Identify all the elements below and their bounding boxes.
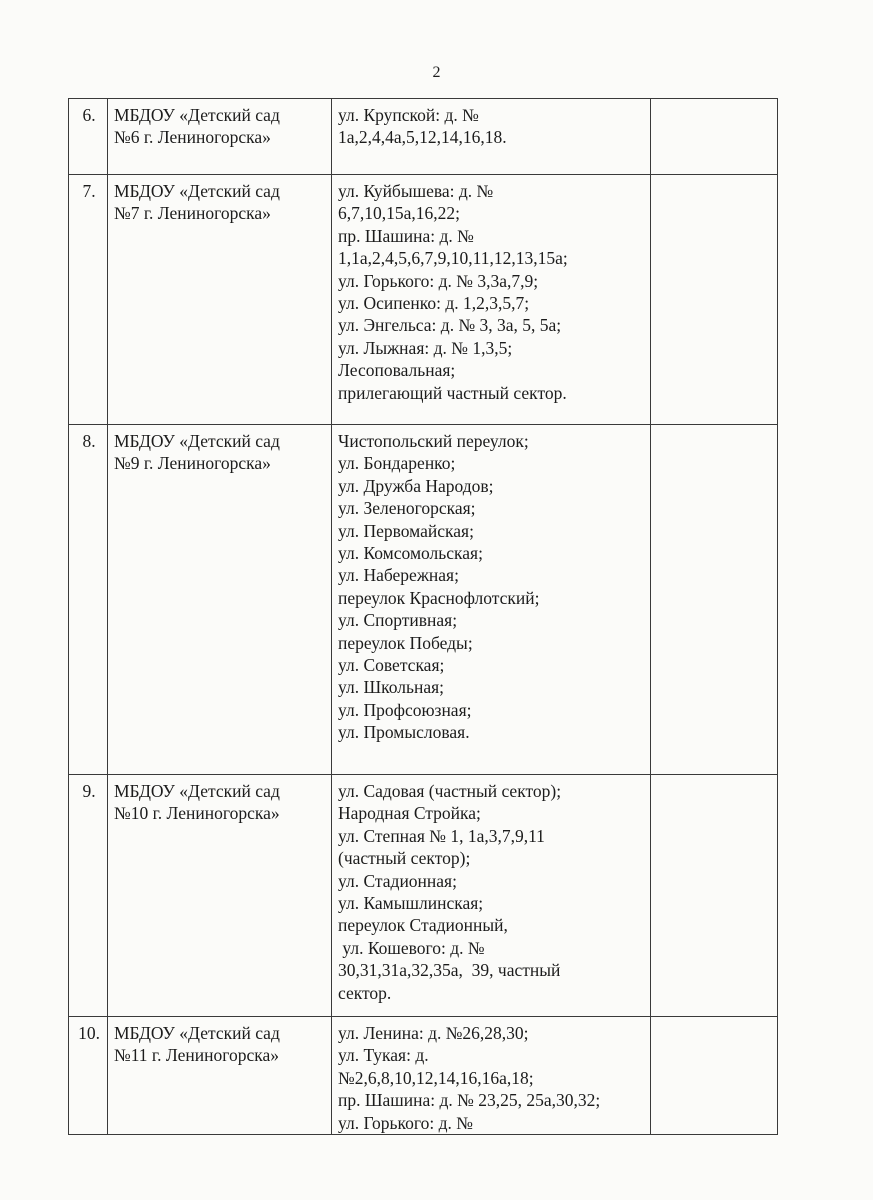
address-line: ул. Крупской: д. № — [338, 105, 479, 125]
address-line: 6,7,10,15а,16,22; — [338, 203, 461, 224]
table-row — [69, 99, 778, 175]
page-number: 2 — [432, 64, 441, 81]
address-line: ул. Советская; — [338, 655, 445, 676]
text-line: МБДОУ «Детский сад — [114, 781, 280, 801]
kindergarten-address-table — [68, 98, 778, 1135]
row-number: 9. — [69, 775, 108, 1017]
address-line: ул. Камышлинская; — [338, 893, 484, 914]
assigned-addresses — [332, 775, 651, 1017]
empty-cell — [651, 175, 778, 425]
address-line: ул. Энгельса: д. № 3, 3а, 5, 5а; — [338, 315, 562, 336]
address-line: Лесоповальная; — [338, 360, 456, 381]
address-line: ул. Садовая (частный сектор); — [338, 781, 562, 801]
address-line: Чистопольский переулок; — [338, 431, 529, 451]
address-line: ул. Зеленогорская; — [338, 498, 476, 519]
address-line: сектор. — [338, 982, 392, 1003]
address-line: ул. Куйбышева: д. № — [338, 181, 494, 201]
address-line: 1,1а,2,4,5,6,7,9,10,11,12,13,15а; — [338, 248, 568, 269]
row-number: 8. — [69, 425, 108, 775]
empty-cell — [651, 1017, 778, 1135]
text-line: МБДОУ «Детский сад — [114, 105, 280, 125]
table-row — [69, 1017, 778, 1135]
table-row — [69, 775, 778, 1017]
address-line: ул. Осипенко: д. 1,2,3,5,7; — [338, 293, 530, 314]
assigned-addresses — [332, 1017, 651, 1135]
row-number: 7. — [69, 175, 108, 425]
address-line: (частный сектор); — [338, 848, 471, 869]
institution-name — [108, 1017, 332, 1135]
address-line: ул. Набережная; — [338, 565, 459, 586]
address-line: 1а,2,4,4а,5,12,14,16,18. — [338, 127, 507, 148]
address-line: ул. Стадионная; — [338, 870, 457, 891]
text-line: МБДОУ «Детский сад — [114, 431, 280, 451]
address-line: 30,31,31а,32,35а, 39, частный — [338, 960, 561, 981]
text-line: №9 г. Лениногорска» — [114, 453, 271, 474]
address-line: пр. Шашина: д. № 23,25, 25а,30,32; — [338, 1090, 601, 1111]
address-line: ул. Дружба Народов; — [338, 475, 494, 496]
address-line: ул. Тукая: д. — [338, 1045, 429, 1066]
address-line: ул. Промысловая. — [338, 722, 470, 743]
address-line: ул. Горького: д. № 3,3а,7,9; — [338, 270, 539, 291]
text-line: №7 г. Лениногорска» — [114, 203, 271, 224]
text-line: МБДОУ «Детский сад — [114, 181, 280, 201]
text-line: №11 г. Лениногорска» — [114, 1045, 280, 1066]
institution-name — [108, 99, 332, 175]
address-line: переулок Стадионный, — [338, 915, 508, 936]
address-line: переулок Краснофлотский; — [338, 587, 540, 608]
institution-name — [108, 425, 332, 775]
address-line: ул. Первомайская; — [338, 520, 474, 541]
table-row — [69, 425, 778, 775]
address-line: ул. Лыжная: д. № 1,3,5; — [338, 337, 513, 358]
address-line: ул. Кошевого: д. № — [338, 937, 485, 958]
assigned-addresses — [332, 175, 651, 425]
address-line: ул. Комсомольская; — [338, 543, 483, 564]
address-line: ул. Спортивная; — [338, 610, 458, 631]
empty-cell — [651, 775, 778, 1017]
address-line: переулок Победы; — [338, 632, 473, 653]
row-number: 10. — [69, 1017, 108, 1135]
empty-cell — [651, 425, 778, 775]
table-row — [69, 175, 778, 425]
address-line: ул. Степная № 1, 1а,3,7,9,11 — [338, 825, 545, 846]
text-line: МБДОУ «Детский сад — [114, 1023, 280, 1043]
address-line: пр. Шашина: д. № — [338, 225, 474, 246]
address-line: Народная Стройка; — [338, 803, 481, 824]
address-line: ул. Школьная; — [338, 677, 445, 698]
text-line: №6 г. Лениногорска» — [114, 127, 271, 148]
address-line: ул. Горького: д. № — [338, 1112, 473, 1133]
assigned-addresses — [332, 99, 651, 175]
empty-cell — [651, 99, 778, 175]
address-line: прилегающий частный сектор. — [338, 382, 567, 403]
text-line: №10 г. Лениногорска» — [114, 803, 280, 824]
row-number: 6. — [69, 99, 108, 175]
address-line: №2,6,8,10,12,14,16,16а,18; — [338, 1067, 534, 1088]
institution-name — [108, 775, 332, 1017]
assigned-addresses — [332, 425, 651, 775]
address-line: ул. Ленина: д. №26,28,30; — [338, 1023, 529, 1043]
institution-name — [108, 175, 332, 425]
address-line: ул. Бондаренко; — [338, 453, 456, 474]
address-line: ул. Профсоюзная; — [338, 699, 472, 720]
